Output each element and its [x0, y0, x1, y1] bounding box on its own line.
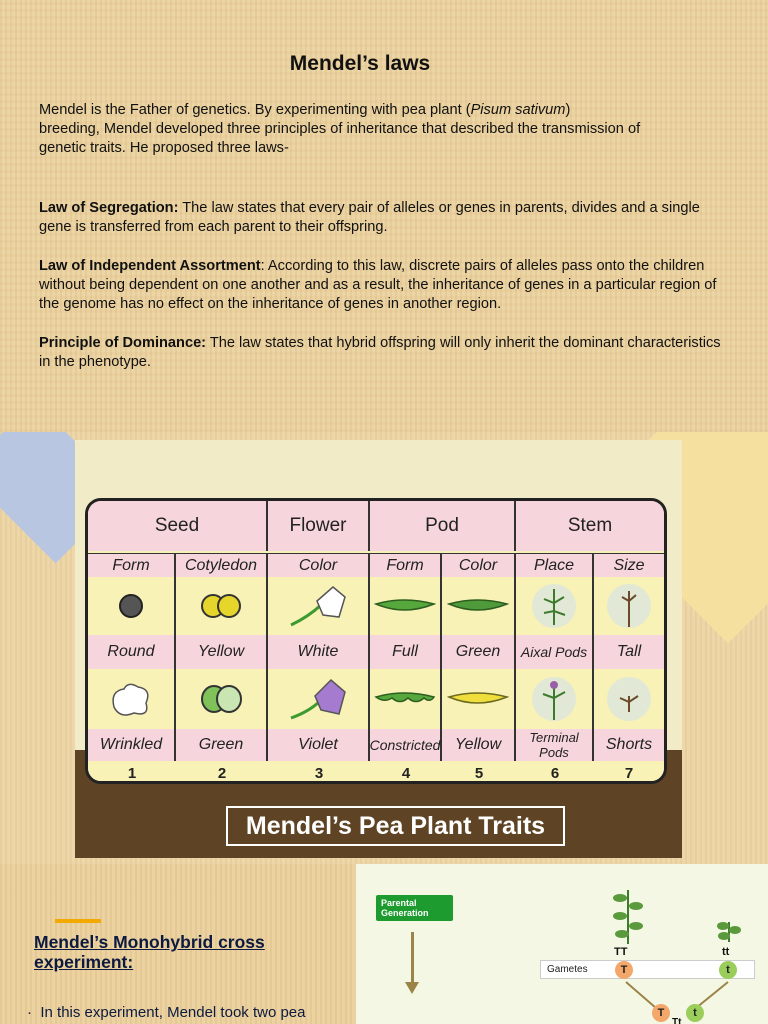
trait-label: Wrinkled [88, 729, 176, 761]
trait-label: Yellow [442, 729, 516, 761]
sub-form: Form [88, 554, 176, 577]
tall-plant-icon [608, 884, 648, 946]
trait-label: Green [442, 635, 516, 669]
yellow-cotyledon-image [176, 577, 268, 635]
cross-diagram [356, 864, 768, 1024]
sub-cotyledon: Cotyledon [176, 554, 268, 577]
subheader-row [88, 553, 664, 577]
trait-label: Tall [616, 643, 642, 660]
green-pod-image [442, 577, 516, 635]
principle-dominance: Principle of Dominance: The law states that hybrid offspring will only inherit the dominant characteristics in the phenotype. [39, 335, 721, 370]
sub-place: Place [516, 554, 594, 577]
trait-number: 5 [474, 764, 484, 782]
numbers-row [88, 761, 664, 784]
trait-number: 1 [127, 764, 137, 782]
offspring-genotype: Tt [672, 1017, 682, 1024]
trait-number: 3 [314, 764, 324, 782]
sub-color: Color [268, 554, 370, 577]
group-header-row [88, 501, 664, 551]
down-arrow-head-icon [405, 982, 419, 994]
trait-number: 6 [550, 764, 560, 782]
group-pod: Pod [370, 501, 516, 551]
down-arrow-icon [411, 932, 414, 984]
recessive-labels-row [88, 729, 664, 761]
bullet-dot: · [27, 1004, 32, 1021]
species-name: Pisum sativum [470, 102, 566, 118]
axial-pods-image [516, 577, 594, 635]
recessive-images-row [88, 669, 664, 729]
wrinkled-seed-image [88, 669, 176, 729]
group-stem: Stem [567, 515, 613, 536]
tall-stem-image [594, 577, 664, 635]
dominant-labels-row [88, 635, 664, 669]
yellow-pod-image [442, 669, 516, 729]
short-stem-image [594, 669, 664, 729]
full-pod-image [370, 577, 442, 635]
dominant-images-row [88, 577, 664, 635]
genotype-recessive: tt [722, 946, 730, 958]
gametes-bar: Gametes [540, 960, 755, 979]
accent-line [55, 919, 101, 923]
parental-generation-label: Parental Generation [376, 895, 453, 921]
trait-label: Constricted [370, 729, 442, 761]
sub-pod-form: Form [370, 554, 442, 577]
law-independent-assortment: Law of Independent Assortment: According to this law, discrete pairs of alleles pass onto the children without being dependent on one another and as a result, the inheritance of genes in a particular region of the genome has no effect on the inheritance of genes in another region. [39, 258, 717, 312]
law-segregation: Law of Segregation: The law states that every pair of alleles or genes in parents, divides and a single gene is transferred from each parent to their offspring. [39, 200, 700, 235]
sub-pod-color: Color [442, 554, 516, 577]
page-title: Mendel’s laws [289, 52, 431, 75]
monohybrid-bullet: · In this experiment, Mendel took two pea [27, 1004, 306, 1021]
trait-label: Terminal Pods [516, 729, 594, 761]
allele-T-icon: T [615, 961, 633, 979]
trait-label: White [268, 635, 370, 669]
round-seed-image [88, 577, 176, 635]
trait-label: Round [88, 635, 176, 669]
short-plant-icon [714, 916, 744, 944]
cross-lines [616, 978, 740, 1018]
intro-paragraph: Mendel is the Father of genetics. By experimenting with pea plant (Pisum sativum) breeding, Mendel developed three principles of inheritance that described the transmission of genetic traits. He proposed three laws- [39, 102, 641, 156]
allele-t-icon: t [719, 961, 737, 979]
trait-number: 2 [217, 764, 227, 782]
figure-caption: Mendel’s Pea Plant Traits [226, 806, 565, 846]
trait-label: Green [176, 729, 268, 761]
trait-label: Violet [268, 729, 370, 761]
trait-label: Full [370, 635, 442, 669]
offspring-allele-T-icon: T [652, 1004, 670, 1022]
white-flower-image [268, 577, 370, 635]
pea-traits-figure [75, 440, 682, 858]
trait-number: 7 [624, 764, 634, 782]
genotype-dominant: TT [614, 946, 628, 958]
trait-label: Shorts [605, 736, 653, 753]
offspring-allele-t-icon: t [686, 1004, 704, 1022]
trait-label: Yellow [176, 635, 268, 669]
sub-size: Size [613, 556, 645, 574]
group-flower: Flower [268, 501, 370, 551]
group-seed: Seed [88, 501, 268, 551]
monohybrid-title: Mendel’s Monohybrid cross experiment: [34, 932, 265, 972]
trait-label: Aixal Pods [516, 635, 594, 669]
constricted-pod-image [370, 669, 442, 729]
violet-flower-image [268, 669, 370, 729]
monohybrid-section [0, 864, 355, 1024]
green-cotyledon-image [176, 669, 268, 729]
trait-number: 4 [401, 764, 411, 782]
traits-table [85, 498, 667, 784]
terminal-pods-image [516, 669, 594, 729]
